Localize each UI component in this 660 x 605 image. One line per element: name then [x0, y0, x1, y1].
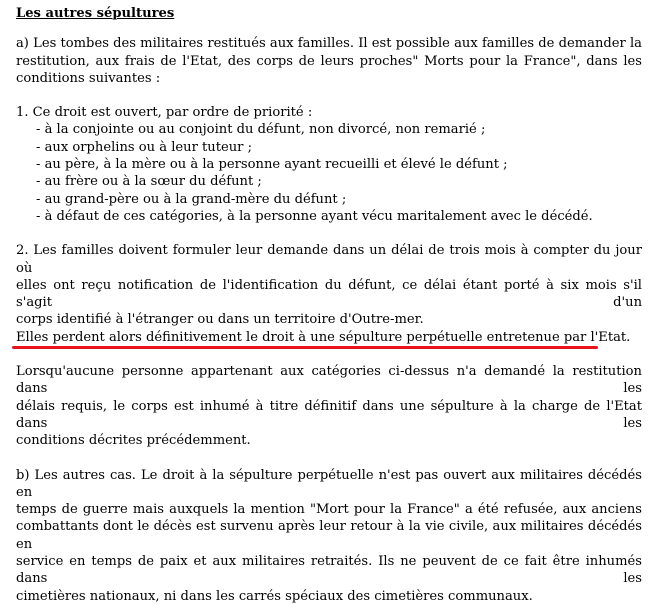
list-item: - au frère ou à la sœur du défunt ; — [36, 174, 262, 190]
paragraph-b-line-3: combattants dont le décès est survenu après leur retour à la vie civile, aux militaires décédés en — [16, 519, 642, 552]
list-item: - au père, à la mère ou à la personne ayant recueilli et élevé le défunt ; — [36, 157, 508, 173]
priority-list-items — [16, 121, 642, 225]
paragraph-point-2-line-2: elles ont reçu notification de l'identification du défunt, ce délai étant porté à six mois s'il s'agit d'un — [16, 277, 642, 311]
paragraph-a-line-3: conditions suivantes : — [16, 70, 161, 86]
paragraph-lorsque — [16, 363, 642, 449]
highlighted-sentence: Elles perdent alors définitivement le droit à une sépulture perpétuelle entretenue par l'Etat. — [16, 329, 631, 345]
paragraph-point-2-line-1: 2. Les familles doivent formuler leur demande dans un délai de trois mois à compter du jour où — [16, 243, 642, 276]
paragraph-a-line-2: restitution, aux frais de l'Etat, des corps de leurs proches" Morts pour la France", dans les — [16, 53, 642, 69]
paragraph-a — [16, 35, 642, 87]
paragraph-lorsque-line-2: délais requis, le corps est inhumé à titre définitif dans une sépulture à la charge de l'Etat dans les — [16, 398, 642, 431]
highlighted-sentence-wrap — [16, 329, 642, 346]
paragraph-b-line-5: cimetières nationaux, ni dans les carrés spéciaux des cimetières communaux. — [16, 588, 533, 604]
paragraph-b-line-2: temps de guerre mais auxquels la mention "Mort pour la France" a été refusée, aux anciens — [16, 502, 642, 518]
section-heading: Les autres sépultures — [16, 6, 175, 21]
paragraph-lorsque-line-1: Lorsqu'aucune personne appartenant aux catégories ci-dessus n'a demandé la restitution dans les — [16, 364, 642, 397]
paragraph-lorsque-line-3: conditions décrites précédemment. — [16, 433, 251, 449]
paragraph-point-2-line-3: corps identifié à l'étranger ou dans un territoire d'Outre-mer. — [16, 312, 424, 328]
paragraph-b — [16, 467, 642, 605]
paragraph-a-line-1: a) Les tombes des militaires restitués aux familles. Il est possible aux familles de demander la — [16, 36, 642, 52]
priority-list-intro: 1. Ce droit est ouvert, par ordre de priorité : — [16, 105, 313, 121]
priority-list — [16, 104, 642, 225]
paragraph-point-2 — [16, 242, 642, 346]
list-item: - au grand-père ou à la grand-mère du défunt ; — [36, 191, 347, 207]
red-underline-mark — [12, 346, 598, 349]
paragraph-b-line-1: b) Les autres cas. Le droit à la sépulture perpétuelle n'est pas ouvert aux militaires décédés en — [16, 467, 642, 500]
list-item: - à défaut de ces catégories, à la personne ayant vécu maritalement avec le décédé. — [36, 208, 593, 224]
list-item: - à la conjointe ou au conjoint du défunt, non divorcé, non remarié ; — [36, 122, 486, 138]
paragraph-b-line-4: service en temps de paix et aux militaires retraités. Ils ne peuvent de ce fait être inhumés dans les — [16, 554, 642, 587]
list-item: - aux orphelins ou à leur tuteur ; — [36, 139, 252, 155]
